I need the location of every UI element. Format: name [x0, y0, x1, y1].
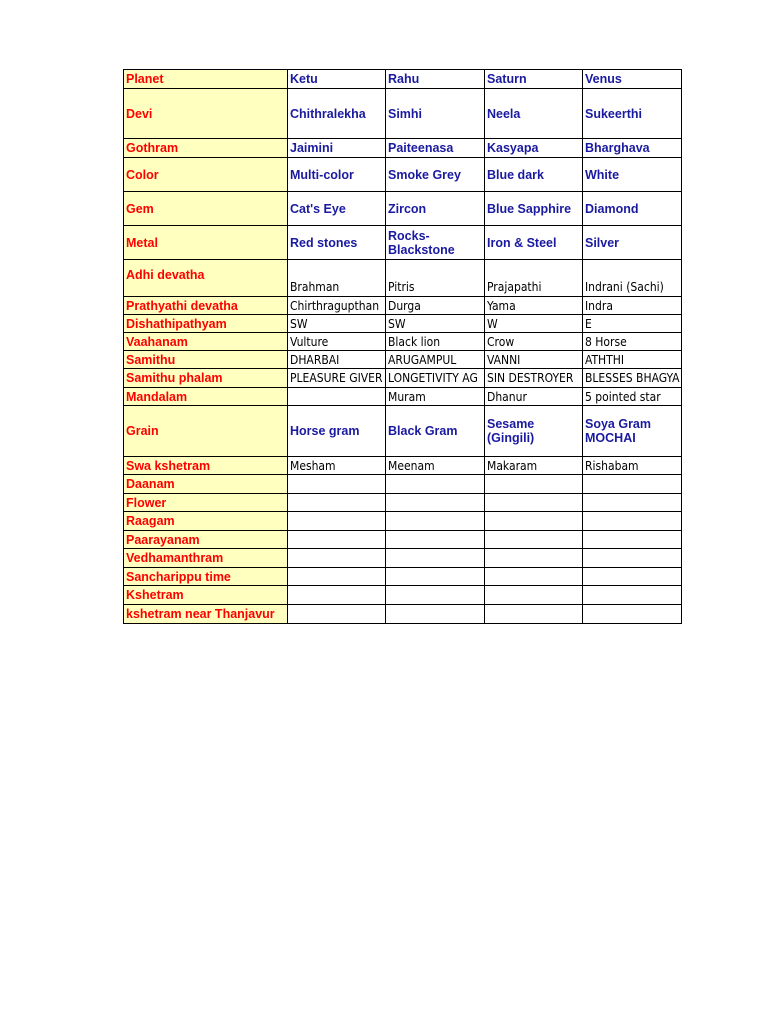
table-cell: Soya Gram MOCHAI — [583, 406, 682, 457]
table-cell: Neela — [485, 89, 583, 139]
table-cell — [386, 512, 485, 531]
table-cell — [386, 586, 485, 605]
table-cell: SW — [288, 315, 386, 333]
table-cell — [583, 605, 682, 624]
table-cell: VANNI — [485, 351, 583, 369]
table-cell: Indrani (Sachi) — [583, 260, 682, 297]
table-cell — [386, 549, 485, 568]
table-cell: ATHTHI — [583, 351, 682, 369]
row-label-sancharippu-time: Sancharippu time — [124, 568, 288, 586]
table-cell — [485, 475, 583, 494]
table-cell: PLEASURE GIVER — [288, 369, 386, 388]
row-label-vaahanam: Vaahanam — [124, 333, 288, 351]
table-cell — [583, 512, 682, 531]
table-cell — [583, 475, 682, 494]
table-cell: ARUGAMPUL — [386, 351, 485, 369]
table-row — [124, 494, 682, 512]
row-label-samithu: Samithu — [124, 351, 288, 369]
table-cell — [583, 568, 682, 586]
row-label-color: Color — [124, 158, 288, 192]
table-cell: Sukeerthi — [583, 89, 682, 139]
table-cell: Indra — [583, 297, 682, 315]
table-cell — [583, 531, 682, 549]
table-row — [124, 605, 682, 624]
table-cell: Sesame (Gingili) — [485, 406, 583, 457]
row-label-flower: Flower — [124, 494, 288, 512]
table-row — [124, 89, 682, 139]
planet-rahu: Rahu — [386, 70, 485, 89]
table-cell — [288, 586, 386, 605]
table-row — [124, 568, 682, 586]
row-label-mandalam: Mandalam — [124, 388, 288, 406]
table-cell — [583, 494, 682, 512]
table-cell: Meenam — [386, 457, 485, 475]
row-label-swa-kshetram: Swa kshetram — [124, 457, 288, 475]
table-cell: Chithralekha — [288, 89, 386, 139]
table-cell: Smoke Grey — [386, 158, 485, 192]
table-cell: Simhi — [386, 89, 485, 139]
table-cell — [485, 549, 583, 568]
table-cell — [485, 531, 583, 549]
table-cell: Durga — [386, 297, 485, 315]
table-cell — [386, 475, 485, 494]
row-label-kshetram-near-thanjavur: kshetram near Thanjavur — [124, 605, 288, 624]
table-cell — [485, 568, 583, 586]
table-cell: White — [583, 158, 682, 192]
table-row — [124, 226, 682, 260]
table-cell: Vulture — [288, 333, 386, 351]
table-cell — [485, 605, 583, 624]
row-label-adhi-devatha: Adhi devatha — [124, 260, 288, 297]
table-cell — [288, 568, 386, 586]
row-label-gem: Gem — [124, 192, 288, 226]
table-cell: SW — [386, 315, 485, 333]
table-cell: Pitris — [386, 260, 485, 297]
table-cell: DHARBAI — [288, 351, 386, 369]
table-cell: Rishabam — [583, 457, 682, 475]
table-cell: Makaram — [485, 457, 583, 475]
table-row — [124, 406, 682, 457]
planet-venus: Venus — [583, 70, 682, 89]
table-cell: Rocks-Blackstone — [386, 226, 485, 260]
row-label-paarayanam: Paarayanam — [124, 531, 288, 549]
table-cell: BLESSES BHAGYA — [583, 369, 682, 388]
table-cell: Bharghava — [583, 139, 682, 158]
row-label-samithu-phalam: Samithu phalam — [124, 369, 288, 388]
table-cell — [386, 605, 485, 624]
table-cell — [485, 494, 583, 512]
table-cell: Paiteenasa — [386, 139, 485, 158]
table-cell: Blue dark — [485, 158, 583, 192]
row-label-kshetram: Kshetram — [124, 586, 288, 605]
table-row — [124, 192, 682, 226]
table-cell: Muram — [386, 388, 485, 406]
table-row — [124, 351, 682, 369]
table-cell: Blue Sapphire — [485, 192, 583, 226]
planet-ketu: Ketu — [288, 70, 386, 89]
table-row — [124, 139, 682, 158]
table-cell — [485, 586, 583, 605]
table-cell — [386, 531, 485, 549]
table-cell: Jaimini — [288, 139, 386, 158]
table-cell: W — [485, 315, 583, 333]
table-cell: Brahman — [288, 260, 386, 297]
table-cell — [288, 494, 386, 512]
table-row — [124, 315, 682, 333]
table-cell: Cat's Eye — [288, 192, 386, 226]
table-cell: Silver — [583, 226, 682, 260]
table-cell: 5 pointed star — [583, 388, 682, 406]
row-label-devi: Devi — [124, 89, 288, 139]
table-cell: Black Gram — [386, 406, 485, 457]
table-row — [124, 531, 682, 549]
table-cell: E — [583, 315, 682, 333]
table-cell — [485, 512, 583, 531]
table-cell: LONGETIVITY AG — [386, 369, 485, 388]
table-cell — [583, 586, 682, 605]
row-label-daanam: Daanam — [124, 475, 288, 494]
table-cell: Black lion — [386, 333, 485, 351]
table-row — [124, 297, 682, 315]
table-row — [124, 388, 682, 406]
table-cell: Horse gram — [288, 406, 386, 457]
table-row — [124, 475, 682, 494]
table-cell: Zircon — [386, 192, 485, 226]
row-label-dishathipathyam: Dishathipathyam — [124, 315, 288, 333]
table-cell: Multi-color — [288, 158, 386, 192]
table-cell: Dhanur — [485, 388, 583, 406]
table-cell — [288, 475, 386, 494]
row-label-gothram: Gothram — [124, 139, 288, 158]
table-cell: Iron & Steel — [485, 226, 583, 260]
table-row — [124, 158, 682, 192]
table-cell: Crow — [485, 333, 583, 351]
table-cell — [288, 512, 386, 531]
table-row — [124, 549, 682, 568]
table-row — [124, 586, 682, 605]
row-label-vedhamanthram: Vedhamanthram — [124, 549, 288, 568]
table-cell: Red stones — [288, 226, 386, 260]
table-row — [124, 512, 682, 531]
row-label-grain: Grain — [124, 406, 288, 457]
row-label-prathyathi-devatha: Prathyathi devatha — [124, 297, 288, 315]
table-cell: SIN DESTROYER — [485, 369, 583, 388]
table-row — [124, 70, 682, 89]
table-cell — [288, 388, 386, 406]
row-label-planet: Planet — [124, 70, 288, 89]
table-cell: Mesham — [288, 457, 386, 475]
planet-saturn: Saturn — [485, 70, 583, 89]
table-cell: Kasyapa — [485, 139, 583, 158]
table-cell — [583, 549, 682, 568]
row-label-metal: Metal — [124, 226, 288, 260]
table-row — [124, 260, 682, 297]
table-cell — [386, 494, 485, 512]
row-label-raagam: Raagam — [124, 512, 288, 531]
table-row — [124, 369, 682, 388]
table-row — [124, 333, 682, 351]
table-cell: Yama — [485, 297, 583, 315]
table-cell: Diamond — [583, 192, 682, 226]
table-row — [124, 457, 682, 475]
table-cell — [288, 531, 386, 549]
planet-attributes-table — [123, 69, 682, 624]
table-cell — [386, 568, 485, 586]
table-cell: Chirthragupthan — [288, 297, 386, 315]
table-cell: 8 Horse — [583, 333, 682, 351]
table-cell: Prajapathi — [485, 260, 583, 297]
table-cell — [288, 549, 386, 568]
table-cell — [288, 605, 386, 624]
